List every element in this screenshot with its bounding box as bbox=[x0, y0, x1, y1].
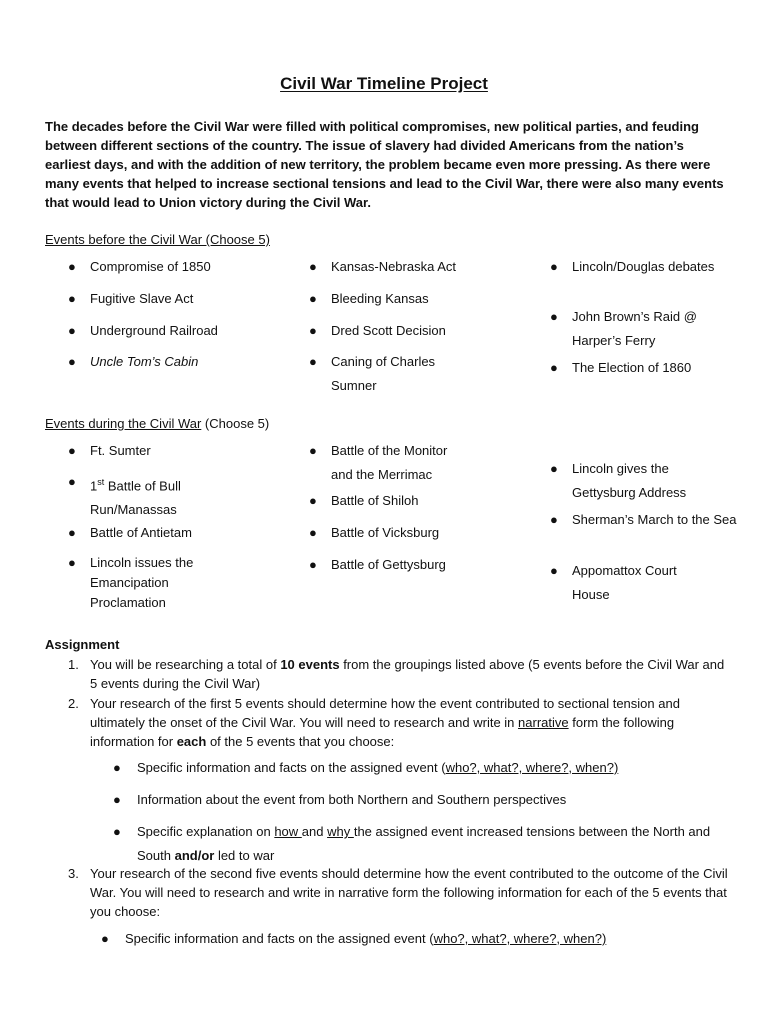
subitem-text: led to war bbox=[214, 848, 275, 863]
event-label: Lincoln issues the Emancipation Proclamation bbox=[90, 555, 194, 610]
subitem-text: and bbox=[301, 824, 328, 839]
event-label: Uncle Tom’s Cabin bbox=[90, 354, 199, 369]
bullet-icon: ● bbox=[101, 931, 109, 946]
bullet-icon: ● bbox=[550, 461, 558, 476]
list-item bbox=[550, 508, 747, 532]
subitem-text-underlined: who?, what?, where?, when?) bbox=[433, 931, 607, 946]
events-during-choose: (Choose 5) bbox=[201, 416, 270, 431]
bullet-icon: ● bbox=[309, 354, 317, 369]
events-during-label: Events during the Civil War bbox=[45, 416, 202, 431]
list-item bbox=[68, 350, 198, 374]
bullet-icon: ● bbox=[550, 563, 558, 578]
ordinal-number: 1 bbox=[90, 478, 98, 494]
event-label: John Brown’s Raid @ Harper’s Ferry bbox=[572, 309, 697, 348]
page-title: Civil War Timeline Project bbox=[280, 74, 488, 93]
item-text: Your research of the second five events should determine how the event contributed to the outcome of the Civil War. You will need to research and write in narrative form the following information for each of the 5 events that you choose: bbox=[90, 866, 728, 919]
assignment-subitem bbox=[101, 927, 731, 951]
list-item bbox=[68, 439, 290, 463]
list-item bbox=[68, 521, 290, 545]
event-label: Appomattox Court House bbox=[572, 563, 677, 602]
assignment-item-1 bbox=[68, 655, 728, 693]
list-item bbox=[68, 553, 220, 613]
bullet-icon: ● bbox=[309, 259, 317, 274]
bullet-icon: ● bbox=[68, 291, 76, 306]
event-label: Lincoln/Douglas debates bbox=[572, 259, 715, 274]
bullet-icon: ● bbox=[550, 512, 558, 527]
list-item bbox=[550, 255, 752, 279]
list-item bbox=[550, 457, 717, 505]
item-number: 1. bbox=[68, 657, 79, 672]
item-text: Your research of the first 5 events should determine how the event contributed to sectional tension and ultimately the onset of the Civil War. You will need to research and write in bbox=[90, 696, 680, 730]
list-item bbox=[550, 305, 717, 353]
bullet-icon: ● bbox=[309, 557, 317, 572]
subitem-text: Specific information and facts on the assigned event ( bbox=[125, 931, 434, 946]
assignment-item-3 bbox=[68, 864, 728, 921]
event-label: Battle of Vicksburg bbox=[331, 525, 440, 540]
list-item bbox=[309, 553, 481, 577]
events-during-heading bbox=[45, 416, 269, 431]
assignment-subitem bbox=[113, 820, 733, 868]
subitem-text: the assigned event increased tensions between the North and South bbox=[137, 824, 711, 863]
assignment-heading: Assignment bbox=[45, 637, 120, 652]
list-item bbox=[550, 356, 752, 380]
item-number: 3. bbox=[68, 866, 79, 881]
subitem-text: Information about the event from both Northern and Southern perspectives bbox=[137, 792, 567, 807]
event-label: Ft. Sumter bbox=[90, 443, 151, 458]
event-label: Underground Railroad bbox=[90, 323, 218, 338]
bullet-icon: ● bbox=[550, 259, 558, 274]
list-item bbox=[309, 521, 481, 545]
event-label: Sherman’s March to the Sea bbox=[572, 512, 737, 527]
event-label: Battle of the Monitor and the Merrimac bbox=[331, 443, 448, 482]
assignment-item-2 bbox=[68, 694, 728, 751]
event-label: Fugitive Slave Act bbox=[90, 291, 194, 306]
assignment-subitem bbox=[113, 788, 733, 812]
event-label: Battle of Gettysburg bbox=[331, 557, 446, 572]
events-before-heading bbox=[45, 232, 270, 247]
bullet-icon: ● bbox=[309, 525, 317, 540]
bullet-icon: ● bbox=[68, 443, 76, 458]
bullet-icon: ● bbox=[309, 323, 317, 338]
item-number: 2. bbox=[68, 696, 79, 711]
item-text: You will be researching a total of bbox=[90, 657, 281, 672]
list-item bbox=[309, 319, 481, 343]
list-item bbox=[309, 350, 461, 398]
bullet-icon: ● bbox=[113, 760, 121, 775]
bullet-icon: ● bbox=[68, 555, 76, 570]
list-item bbox=[68, 319, 218, 343]
subitem-text: Specific information and facts on the assigned event ( bbox=[137, 760, 446, 775]
ordinal-suffix: st bbox=[97, 477, 105, 487]
event-label: Kansas-Nebraska Act bbox=[331, 259, 457, 274]
event-label: Bleeding Kansas bbox=[331, 291, 429, 306]
subitem-text-bold: and/or bbox=[174, 848, 215, 863]
item-text-bold: 10 events bbox=[280, 657, 340, 672]
list-item bbox=[309, 255, 481, 279]
subitem-text-underlined: who?, what?, where?, when?) bbox=[445, 760, 619, 775]
subitem-text-underlined: how bbox=[274, 824, 302, 839]
event-label: Caning of Charles Sumner bbox=[331, 354, 436, 393]
list-item bbox=[68, 470, 220, 522]
events-before-label: Events before the Civil War (Choose 5) bbox=[45, 232, 270, 247]
bullet-icon: ● bbox=[309, 493, 317, 508]
bullet-icon: ● bbox=[68, 323, 76, 338]
bullet-icon: ● bbox=[68, 259, 76, 274]
bullet-icon: ● bbox=[68, 354, 76, 369]
item-text: from the groupings listed above (5 events before the Civil War and 5 events during the Civil War) bbox=[90, 657, 725, 691]
bullet-icon: ● bbox=[68, 525, 76, 540]
bullet-icon: ● bbox=[309, 291, 317, 306]
bullet-icon: ● bbox=[550, 309, 558, 324]
list-item bbox=[309, 489, 481, 513]
subitem-text-underlined: why bbox=[327, 824, 354, 839]
event-label bbox=[90, 470, 220, 522]
event-label: The Election of 1860 bbox=[572, 360, 692, 375]
event-label: Dred Scott Decision bbox=[331, 323, 446, 338]
item-text: form the following information for bbox=[90, 715, 675, 749]
event-label: Battle of Shiloh bbox=[331, 493, 419, 508]
list-item bbox=[309, 287, 481, 311]
item-text: of the 5 events that you choose: bbox=[206, 734, 395, 749]
event-label-rest: Battle of Bull Run/Manassas bbox=[90, 478, 181, 518]
list-item bbox=[68, 255, 211, 279]
intro-paragraph: The decades before the Civil War were filled with political compromises, new political parties, and feuding between different sections of the country. The issue of slavery had divided Americans from the nation’s earliest days, and with the addition of new territory, the problem became even more pressing. As there were many events that helped to increase sectional tensions and lead to the Civil War, there were also many events that would lead to Union victory during the Civil War. bbox=[45, 119, 724, 210]
list-item bbox=[550, 559, 712, 607]
bullet-icon: ● bbox=[309, 443, 317, 458]
item-text-bold: each bbox=[176, 734, 207, 749]
bullet-icon: ● bbox=[113, 792, 121, 807]
assignment-subitem bbox=[113, 756, 733, 780]
subitem-text: Specific explanation on bbox=[137, 824, 275, 839]
bullet-icon: ● bbox=[68, 474, 76, 489]
event-label: Battle of Antietam bbox=[90, 525, 192, 540]
list-item bbox=[68, 287, 193, 311]
bullet-icon: ● bbox=[113, 824, 121, 839]
bullet-icon: ● bbox=[550, 360, 558, 375]
event-label: Lincoln gives the Gettysburg Address bbox=[572, 461, 687, 500]
list-item bbox=[309, 439, 471, 487]
event-label: Compromise of 1850 bbox=[90, 259, 211, 274]
item-text-underlined: narrative bbox=[518, 715, 569, 730]
